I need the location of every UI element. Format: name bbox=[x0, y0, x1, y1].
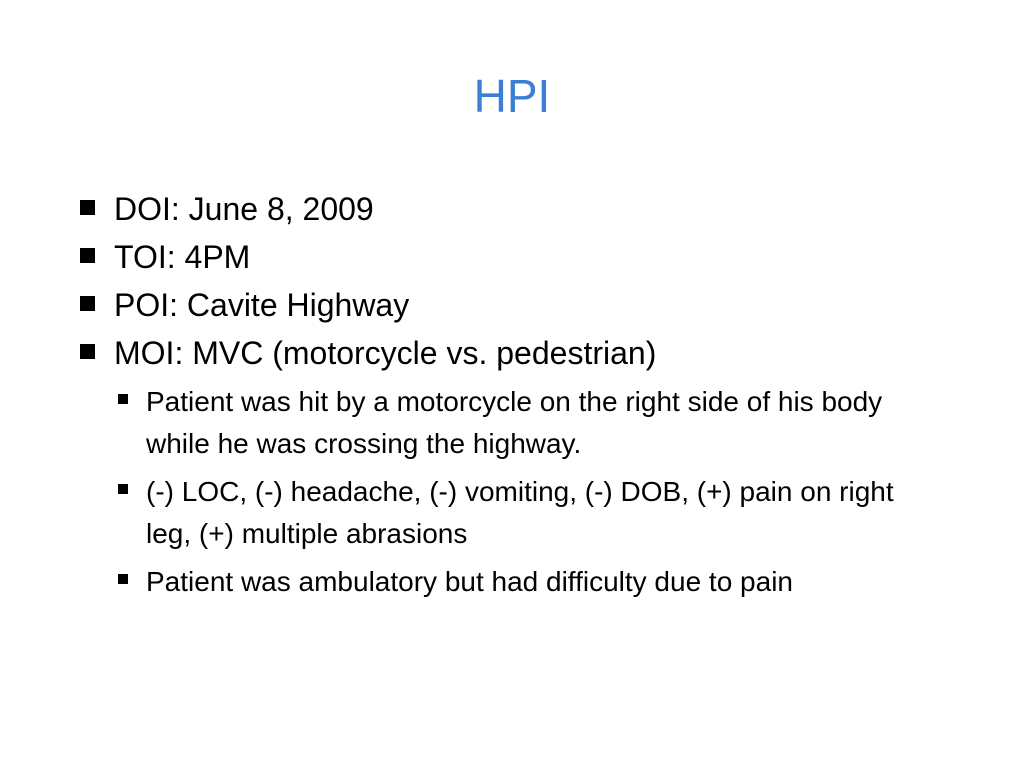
slide-body bbox=[76, 185, 976, 609]
bullet-text: POI: Cavite Highway bbox=[114, 287, 410, 323]
square-bullet-icon bbox=[80, 296, 95, 311]
bullet-text: TOI: 4PM bbox=[114, 239, 251, 275]
sub-bullet-item bbox=[116, 381, 946, 465]
sub-bullet-item bbox=[116, 471, 946, 555]
bullet-text: MOI: MVC (motorcycle vs. pedestrian) bbox=[114, 335, 657, 371]
bullet-item bbox=[76, 329, 976, 377]
small-square-bullet-icon bbox=[118, 574, 128, 584]
square-bullet-icon bbox=[80, 344, 95, 359]
bullet-item bbox=[76, 185, 976, 233]
sub-bullet-text: Patient was ambulatory but had difficulty due to pain bbox=[146, 566, 793, 597]
square-bullet-icon bbox=[80, 200, 95, 215]
small-square-bullet-icon bbox=[118, 394, 128, 404]
sub-bullet-item bbox=[116, 561, 946, 603]
sub-bullet-text: (-) LOC, (-) headache, (-) vomiting, (-) DOB, (+) pain on right leg, (+) multiple abrasions bbox=[146, 476, 894, 549]
small-square-bullet-icon bbox=[118, 484, 128, 494]
bullet-text: DOI: June 8, 2009 bbox=[114, 191, 374, 227]
slide-title: HPI bbox=[473, 70, 551, 122]
square-bullet-icon bbox=[80, 248, 95, 263]
bullet-item bbox=[76, 281, 976, 329]
bullet-item bbox=[76, 233, 976, 281]
sub-bullet-list bbox=[76, 381, 976, 603]
sub-bullet-text: Patient was hit by a motorcycle on the right side of his body while he was crossing the highway. bbox=[146, 386, 883, 459]
